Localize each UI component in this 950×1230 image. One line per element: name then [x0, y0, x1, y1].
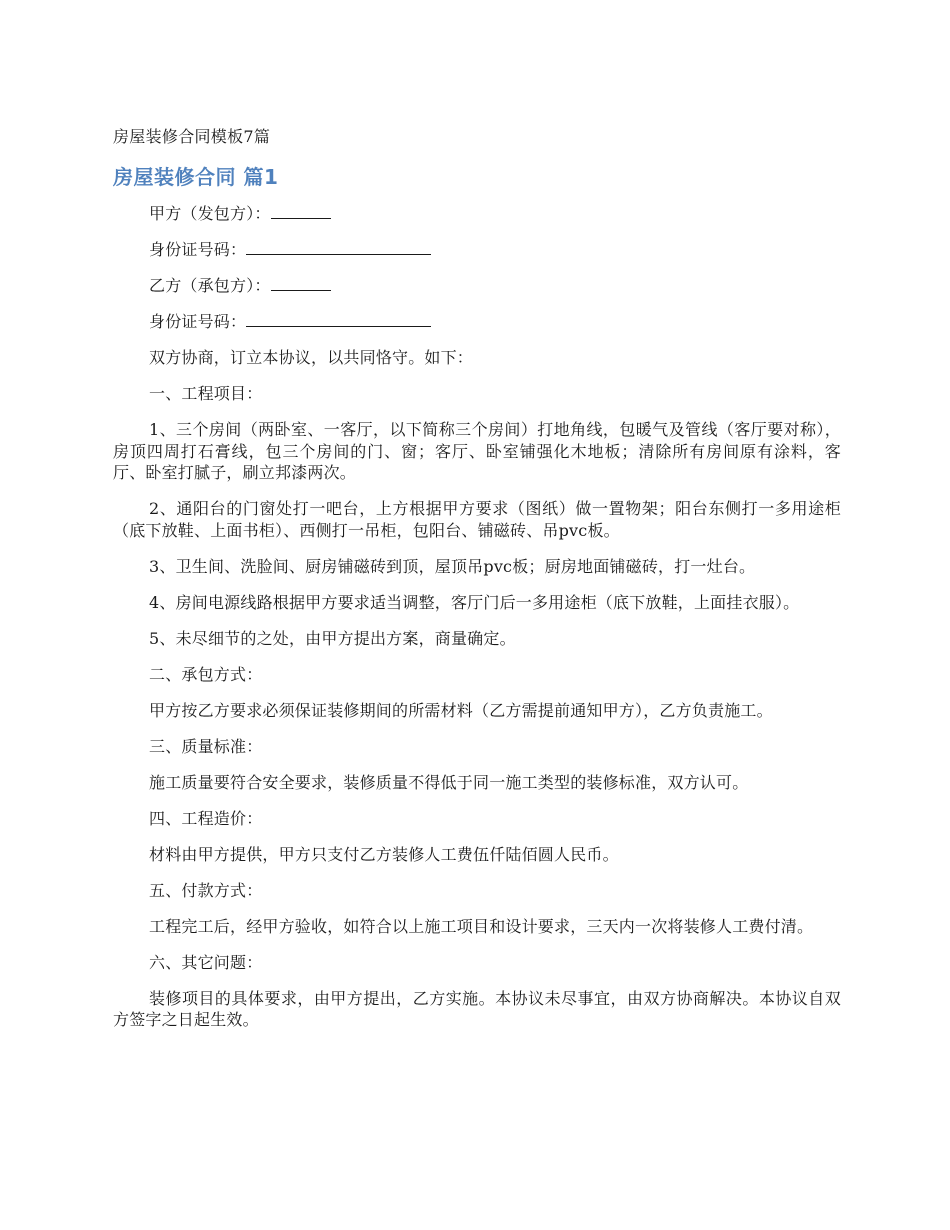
- cost-paragraph: 材料由甲方提供，甲方只支付乙方装修人工费伍仟陆佰圆人民币。: [149, 844, 619, 864]
- payment-paragraph: 工程完工后，经甲方验收，如符合以上施工项目和设计要求，三天内一次将装修人工费付清。: [149, 916, 814, 936]
- party-a-blank: [271, 203, 331, 219]
- contract-mode-paragraph: 甲方按乙方要求必须保证装修期间的所需材料（乙方需提前通知甲方），乙方负责施工。: [149, 700, 773, 720]
- other-paragraph: 装修项目的具体要求，由甲方提出，乙方实施。本协议未尽事宜，由双方协商解决。本协议自双方签字之日起生效。: [113, 988, 841, 1029]
- party-a-id-field: [113, 239, 841, 261]
- party-a-field: [113, 203, 841, 225]
- project-item-4: 4、房间电源线路根据甲方要求适当调整，客厅门后一多用途柜（底下放鞋，上面挂衣服）。: [149, 592, 800, 612]
- party-b-id-label: 身份证号码：: [149, 312, 247, 331]
- clause-heading-quality: 三、质量标准：: [149, 736, 263, 756]
- party-b-field: [113, 275, 841, 297]
- project-item-1: 1、三个房间（两卧室、一客厅，以下简称三个房间）打地角线，包暖气及管线（客厅要对称），房顶四周打石膏线，包三个房间的门、窗；客厅、卧室铺强化木地板；清除所有房间原有涂料，客厅、卧室打腻子，刷立邦漆两次。: [113, 420, 841, 482]
- document-title: 房屋装修合同模板7篇: [113, 127, 271, 146]
- project-item-3: 3、卫生间、洗脸间、厨房铺磁砖到顶，屋顶吊pvc板；厨房地面铺磁砖，打一灶台。: [149, 556, 756, 576]
- clause-heading-contract-mode: 二、承包方式：: [149, 664, 263, 684]
- party-a-label: 甲方（发包方）：: [149, 204, 271, 223]
- party-b-id-field: [113, 311, 841, 333]
- clause-heading-cost: 四、工程造价：: [149, 808, 263, 828]
- project-item-5: 5、未尽细节的之处，由甲方提出方案，商量确定。: [149, 628, 516, 648]
- contract-body: [113, 203, 841, 1045]
- section-heading: 房屋装修合同 篇1: [113, 165, 279, 189]
- party-b-label: 乙方（承包方）：: [149, 276, 271, 295]
- quality-paragraph: 施工质量要符合安全要求，装修质量不得低于同一施工类型的装修标准，双方认可。: [149, 772, 749, 792]
- party-b-id-blank: [246, 311, 431, 327]
- project-item-2: 2、通阳台的门窗处打一吧台，上方根据甲方要求（图纸）做一置物架；阳台东侧打一多用途柜（底下放鞋、上面书柜）、西侧打一吊柜，包阳台、铺磁砖、吊pvc板。: [113, 499, 841, 540]
- party-a-id-blank: [246, 239, 431, 255]
- clause-heading-payment: 五、付款方式：: [149, 880, 263, 900]
- clause-heading-project: 一、工程项目：: [149, 384, 263, 403]
- party-a-id-label: 身份证号码：: [149, 240, 247, 259]
- intro-paragraph: 双方协商，订立本协议，以共同恪守。如下：: [149, 348, 474, 367]
- party-b-blank: [271, 275, 331, 291]
- clause-heading-other: 六、其它问题：: [149, 952, 263, 972]
